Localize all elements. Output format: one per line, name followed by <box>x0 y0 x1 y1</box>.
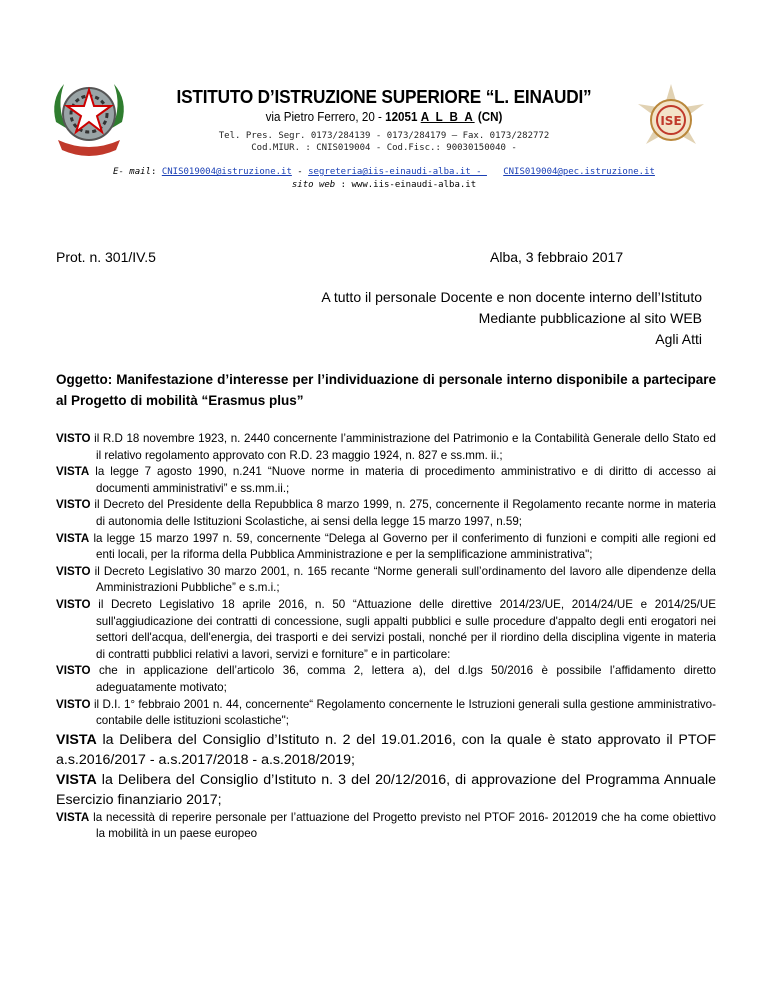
email-link-segreteria[interactable]: segreteria@iis-einaudi-alba.it - <box>308 167 487 177</box>
document-date: Alba, 3 febbraio 2017 <box>490 249 624 265</box>
protocol-number: Prot. n. 301/IV.5 <box>56 249 156 265</box>
subject-heading: Oggetto: Manifestazione d’interesse per l’individuazione di personale interno disponibile a partecipare al Progetto di mobilità “Erasmus plus” <box>56 372 716 408</box>
premise-item: VISTO che in applicazione dell’articolo 36, comma 2, lettera a), del d.lgs 50/2016 è possibile l’affidamento diretto adeguatamente motivato; <box>56 664 716 694</box>
premise-item: VISTA la Delibera del Consiglio d’Istituto n. 2 del 19.01.2016, con la quale è stato approvato il PTOF a.s.2016/2017 - a.s.2017/2018 - a.s.2018/2019; <box>56 731 716 768</box>
premises-list <box>56 431 716 843</box>
email-link-istruzione[interactable]: CNIS019004@istruzione.it <box>161 167 292 177</box>
email-label: E- mail <box>113 167 151 177</box>
codes-line: Cod.MIUR. : CNIS019004 - Cod.Fisc.: 90030150040 - <box>251 143 517 153</box>
recipient-line: Mediante pubblicazione al sito WEB <box>478 310 702 326</box>
recipient-line: A tutto il personale Docente e non docente interno dell’Istituto <box>321 289 702 305</box>
premise-item: VISTA la necessità di reperire personale per l’attuazione del Progetto previsto nel PTOF 2016- 2012019 che ha come obiettivo la mobilità in un paese europeo <box>56 810 716 841</box>
premise-item: VISTA la Delibera del Consiglio d’Istituto n. 3 del 20/12/2016, di approvazione del Programma Annuale Esercizio finanziario 2017; <box>56 771 716 808</box>
premise-item: VISTA la legge 15 marzo 1997 n. 59, concernente “Delega al Governo per il conferimento di funzioni e compiti alle regioni ed enti locali, per la riforma della Pubblica Amministrazione e per la semplificazione amministrativa"; <box>56 531 716 562</box>
premise-item: VISTO il D.I. 1° febbraio 2001 n. 44, concernente“ Regolamento concernente le Istruzioni generali sulla gestione amministrativo-contabile delle istituzioni scolastiche"; <box>56 697 716 728</box>
email-separator: - <box>291 167 309 177</box>
svg-text:ISE: ISE <box>660 114 682 128</box>
address-cap: 12051 <box>385 110 418 124</box>
school-name: ISTITUTO D’ISTRUZIONE SUPERIORE “L. EINAUDI” <box>176 86 592 107</box>
school-logo <box>636 82 706 156</box>
recipient-line: Agli Atti <box>655 331 702 347</box>
premise-item: VISTO il Decreto del Presidente della Repubblica 8 marzo 1999, n. 275, concernente il Regolamento recante norme in materia di autonomia delle Istituzioni Scolastiche, ai sensi della legge 15 marzo 1997, n.59; <box>56 498 716 528</box>
address-city: A L B A <box>420 110 475 124</box>
phone-line: Tel. Pres. Segr. 0173/284139 - 0173/284179 – Fax. 0173/282772 <box>218 131 550 141</box>
premise-item: VISTA la legge 7 agosto 1990, n.241 “Nuove norme in materia di procedimento amministrativo e di diritto di accesso ai documenti amministrativi” e ss.mm.ii.; <box>56 465 716 495</box>
address-street: via Pietro Ferrero, 20 - <box>265 110 386 124</box>
email-line: E- mail: CNIS019004@istruzione.it - segreteria@iis-einaudi-alba.it - CNIS019004@pec.istruzione.it <box>113 167 655 177</box>
website-url[interactable]: : www.iis-einaudi-alba.it <box>335 180 477 190</box>
premise-item: VISTO il Decreto Legislativo 30 marzo 2001, n. 165 recante “Norme generali sull’ordinamento del lavoro alle dipendenze della Amministrazioni Pubbliche” e s.m.i.; <box>56 564 716 595</box>
premise-item: VISTO il R.D 18 novembre 1923, n. 2440 concernente l’amministrazione del Patrimonio e la Contabilità Generale dello Stato ed il relativo regolamento approvato con R.D. 23 maggio 1924, n. 827 e ss.mm. ii.; <box>56 432 716 462</box>
school-address <box>27 110 741 124</box>
website-line <box>0 180 768 190</box>
premise-item: VISTO il Decreto Legislativo 18 aprile 2016, n. 50 “Attuazione delle direttive 2014/23/UE, 2014/24/UE e 2014/25/UE sull'aggiudicazione dei contratti di concessione, sugli appalti pubblici e sulle procedure d'appalto degli enti erogatori nei settori dell'acqua, dell'energia, dei trasporti e dei servizi postali, nonché per il riordino della disciplina vigente in materia di contratti pubblici relativi a lavori, servizi e forniture” e in particolare: <box>56 597 716 661</box>
email-link-pec[interactable]: CNIS019004@pec.istruzione.it <box>503 167 655 177</box>
address-province: (CN) <box>477 110 503 124</box>
website-label: sito web <box>291 180 336 190</box>
